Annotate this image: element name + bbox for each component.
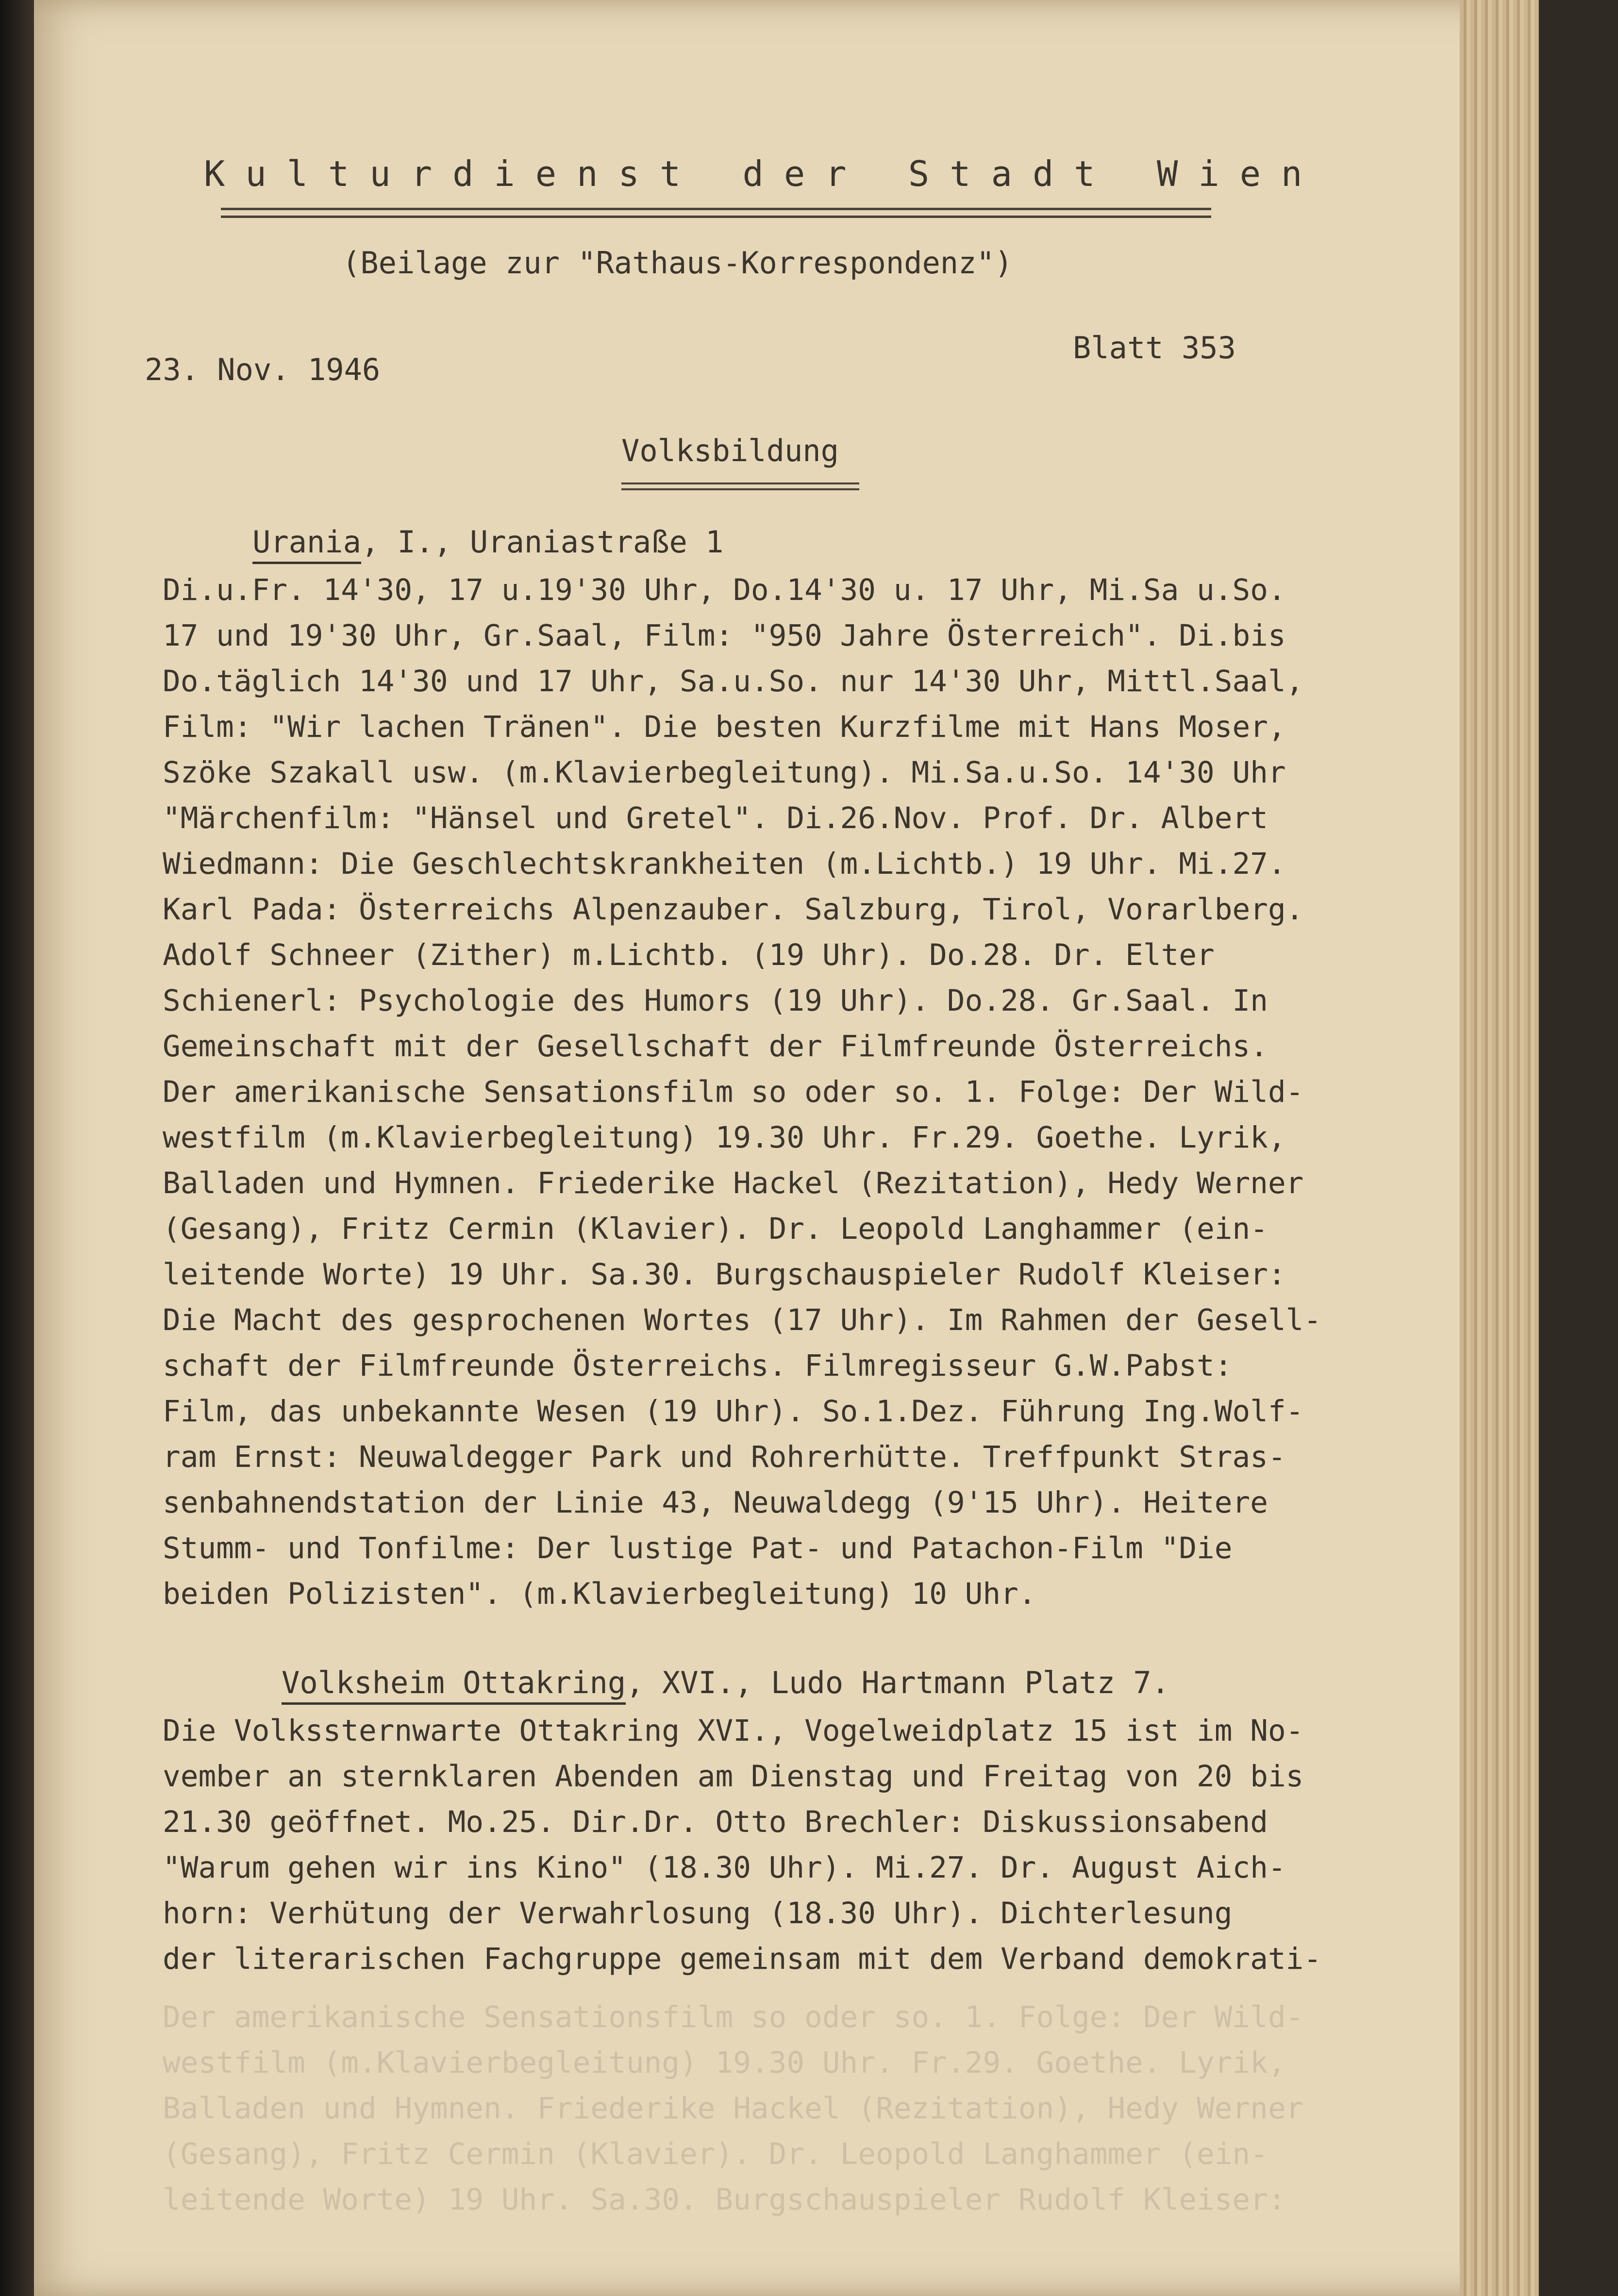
text-line: Die Macht des gesprochenen Wortes (17 Uhr). Im Rahmen der Gesell-	[163, 1303, 1322, 1337]
text-line: Di.u.Fr. 14'30, 17 u.19'30 Uhr, Do.14'30 u. 17 Uhr, Mi.Sa u.So.	[163, 573, 1286, 607]
text-line: "Märchenfilm: "Hänsel und Gretel". Di.26.Nov. Prof. Dr. Albert	[163, 801, 1268, 835]
venue-name: Volksheim Ottakring	[282, 1665, 626, 1705]
text-line: (Gesang), Fritz Cermin (Klavier). Dr. Leopold Langhammer (ein-	[163, 1212, 1268, 1246]
page-title: Kulturdienst der Stadt Wien	[204, 153, 1323, 194]
text-line: Do.täglich 14'30 und 17 Uhr, Sa.u.So. nur 14'30 Uhr, Mittl.Saal,	[163, 664, 1304, 699]
text-line: senbahnendstation der Linie 43, Neuwaldegg (9'15 Uhr). Heitere	[163, 1485, 1268, 1520]
text-line: Wiedmann: Die Geschlechtskrankheiten (m.Lichtb.) 19 Uhr. Mi.27.	[163, 847, 1286, 881]
page-subtitle: (Beilage zur "Rathaus-Korrespondenz")	[342, 245, 1013, 281]
text-line: der literarischen Fachgruppe gemeinsam mit dem Verband demokrati-	[163, 1942, 1322, 1976]
text-line: Der amerikanische Sensationsfilm so oder so. 1. Folge: Der Wild-	[163, 1075, 1304, 1109]
text-line: westfilm (m.Klavierbegleitung) 19.30 Uhr. Fr.29. Goethe. Lyrik,	[163, 1120, 1286, 1155]
title-double-rule	[221, 204, 1211, 223]
section-double-rule	[621, 481, 859, 492]
text-line: Adolf Schneer (Zither) m.Lichtb. (19 Uhr). Do.28. Dr. Elter	[163, 938, 1215, 972]
text-line: Karl Pada: Österreichs Alpenzauber. Salzburg, Tirol, Vorarlberg.	[163, 892, 1304, 927]
text-line: ram Ernst: Neuwaldegger Park und Rohrerhütte. Treffpunkt Stras-	[163, 1440, 1286, 1474]
book-binding	[0, 0, 34, 2296]
bleed-through-line: Der amerikanische Sensationsfilm so oder so. 1. Folge: Der Wild-	[163, 2000, 1304, 2034]
text-line: Die Volkssternwarte Ottakring XVI., Vogelweidplatz 15 ist im No-	[163, 1714, 1304, 1748]
text-line: Film, das unbekannte Wesen (19 Uhr). So.1.Dez. Führung Ing.Wolf-	[163, 1394, 1304, 1429]
sheet-number: Blatt 353	[1073, 330, 1236, 366]
venue-name: Urania	[252, 524, 361, 564]
text-line: vember an sternklaren Abenden am Dienstag und Freitag von 20 bis	[163, 1759, 1304, 1794]
bleed-through-line: Balladen und Hymnen. Friederike Hackel (Rezitation), Hedy Werner	[163, 2091, 1304, 2126]
bleed-through-line: westfilm (m.Klavierbegleitung) 19.30 Uhr. Fr.29. Goethe. Lyrik,	[163, 2046, 1286, 2080]
venue-address: , I., Uraniastraße 1	[361, 524, 724, 560]
text-line: Film: "Wir lachen Tränen". Die besten Kurzfilme mit Hans Moser,	[163, 710, 1286, 744]
page-edges	[1460, 0, 1539, 2296]
venue-address: , XVI., Ludo Hartmann Platz 7.	[626, 1665, 1170, 1700]
text-line: horn: Verhütung der Verwahrlosung (18.30 Uhr). Dichterlesung	[163, 1896, 1233, 1930]
text-line: leitende Worte) 19 Uhr. Sa.30. Burgschauspieler Rudolf Kleiser:	[163, 1257, 1286, 1292]
section-heading: Volksbildung	[621, 433, 839, 468]
text-line: beiden Polizisten". (m.Klavierbegleitung) 10 Uhr.	[163, 1577, 1036, 1611]
text-line: Balladen und Hymnen. Friederike Hackel (Rezitation), Hedy Werner	[163, 1166, 1304, 1200]
text-line: "Warum gehen wir ins Kino" (18.30 Uhr). Mi.27. Dr. August Aich-	[163, 1850, 1286, 1885]
venue-heading-ottakring	[282, 1665, 1169, 1700]
text-line: Schienerl: Psychologie des Humors (19 Uhr). Do.28. Gr.Saal. In	[163, 983, 1268, 1018]
bleed-through-line: leitende Worte) 19 Uhr. Sa.30. Burgschauspieler Rudolf Kleiser:	[163, 2182, 1286, 2217]
text-line: 17 und 19'30 Uhr, Gr.Saal, Film: "950 Jahre Österreich". Di.bis	[163, 618, 1286, 653]
text-line: schaft der Filmfreunde Österreichs. Filmregisseur G.W.Pabst:	[163, 1348, 1233, 1383]
document-date: 23. Nov. 1946	[145, 352, 381, 387]
document-page	[34, 0, 1539, 2296]
text-line: 21.30 geöffnet. Mo.25. Dir.Dr. Otto Brechler: Diskussionsabend	[163, 1805, 1268, 1839]
venue-heading-urania	[252, 524, 724, 560]
text-line: Gemeinschaft mit der Gesellschaft der Filmfreunde Österreichs.	[163, 1029, 1268, 1064]
text-line: Szöke Szakall usw. (m.Klavierbegleitung). Mi.Sa.u.So. 14'30 Uhr	[163, 755, 1286, 790]
text-line: Stumm- und Tonfilme: Der lustige Pat- und Patachon-Film "Die	[163, 1531, 1233, 1565]
bleed-through-line: (Gesang), Fritz Cermin (Klavier). Dr. Leopold Langhammer (ein-	[163, 2137, 1268, 2171]
